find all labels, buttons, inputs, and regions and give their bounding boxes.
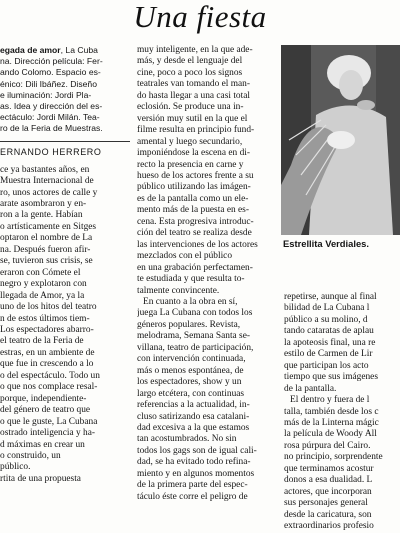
text-line: imponiéndose la escena en di- xyxy=(137,148,250,159)
text-line: estras, en un ambiente de xyxy=(0,347,95,358)
credits-block xyxy=(0,45,130,135)
text-line: más, y desde el lenguaje del xyxy=(137,56,243,67)
text-line: largo etcétera, con continuas xyxy=(137,388,245,399)
text-line: cena. Esta progresiva introduc- xyxy=(137,216,254,227)
credits-line: ando Colomo. Espacio es- xyxy=(0,67,101,78)
text-line: rosa púrpura del Cairo. xyxy=(284,440,371,451)
text-line: público utilizando las imágen- xyxy=(137,182,251,193)
text-line: tiempo que sus imágenes xyxy=(284,372,378,383)
credits-line: ro de la Feria de Muestras. xyxy=(0,123,103,134)
text-line: do hasta llegar a una casi total xyxy=(137,90,250,101)
text-line: que terminamos acostur xyxy=(284,463,374,474)
text-line: mento más de la puesta en es- xyxy=(137,205,249,216)
text-line: porque, independiente- xyxy=(0,393,87,404)
text-line: villana, teatro de participación, xyxy=(137,342,254,353)
text-line: Muestra Internacional de xyxy=(0,176,94,187)
text-line: cine, poco a poco los signos xyxy=(137,67,243,78)
text-line: público a su molino, d xyxy=(284,314,368,325)
text-line: melodrama, Semana Santa se- xyxy=(137,331,250,342)
text-line: amental y luego secundario, xyxy=(137,136,243,147)
text-line: El dentro y fuera de l xyxy=(290,395,370,406)
text-line: eraron con Cómete el xyxy=(0,267,81,278)
text-line: negro y explotaron con xyxy=(0,279,87,290)
column-3-text xyxy=(284,292,400,533)
text-line: hueso de los actores frente a su xyxy=(137,170,254,181)
credits-line: ectáculo: Jordi Milán. Tea- xyxy=(0,112,100,123)
text-line: ostrado inteligencia y ha- xyxy=(0,428,96,439)
text-line: recto la presencia en carne y xyxy=(137,159,244,170)
text-line: donos a esa dualidad. L xyxy=(284,475,373,486)
text-line: te estudiada y que resulta to- xyxy=(137,274,245,285)
text-line: rtita de una propuesta xyxy=(0,473,81,484)
text-line: géneros populares. Revista, xyxy=(137,319,241,330)
credits-line: na. Dirección película: Fer- xyxy=(0,56,103,67)
text-line: estilo de Carmen de Lir xyxy=(284,349,373,360)
text-line: que participan los acto xyxy=(284,360,369,371)
text-line: de la primera parte del espec- xyxy=(137,480,248,491)
text-line: se, tuvieron sus crisis, se xyxy=(0,256,93,267)
text-line: el teatro de la Feria de xyxy=(0,336,84,347)
article-column-2 xyxy=(137,45,274,503)
text-line: los espectadores, show y un xyxy=(137,377,242,388)
text-line: o artísticamente en Sitges xyxy=(0,221,97,232)
column-2-text xyxy=(137,45,274,503)
text-line: o construido, un xyxy=(0,450,61,461)
column-1-text xyxy=(0,165,130,486)
text-line: desde la caricatura, son xyxy=(284,509,372,520)
text-line: las intervenciones de los actores xyxy=(137,239,258,250)
text-line: En cuanto a la obra en sí, xyxy=(143,296,238,307)
text-line: ro, unos actores de calle y xyxy=(0,187,98,198)
text-line: público. xyxy=(0,462,31,473)
text-line: más o menos espontánea, de xyxy=(137,365,244,376)
text-line: más de la Linterna mágic xyxy=(284,417,379,428)
text-line: en una grabación perfectamen- xyxy=(137,262,253,273)
text-line: arate asombraron y en- xyxy=(0,198,87,209)
text-line: o que le guste, La Cubana xyxy=(0,416,98,427)
text-line: d máximas en crear un xyxy=(0,439,85,450)
text-line: que fue in crescendo a lo xyxy=(0,359,94,370)
text-line: o que nos complace resal- xyxy=(0,382,98,393)
text-line: talmente convincente. xyxy=(137,285,220,296)
text-line: mezclados con el público xyxy=(137,251,233,262)
text-line: tan acostumbrados. No sin xyxy=(137,434,237,445)
text-line: táculo éste corre el peligro de xyxy=(137,491,248,502)
text-line: llegada de Amor, ya la xyxy=(0,290,85,301)
text-line: miento y en algunos momentos xyxy=(137,468,255,479)
text-line: todos los gags son de igual cali- xyxy=(137,445,257,456)
article-column-1 xyxy=(0,45,130,485)
credits-line: e iluminación: Jordi Pla- xyxy=(0,89,92,100)
text-line: o del espectáculo. Todo un xyxy=(0,370,100,381)
text-line: de la pantalla. xyxy=(284,383,337,394)
headline: Una fiesta xyxy=(133,0,267,34)
photo-image xyxy=(281,45,400,235)
text-line: bilidad de La Cubana l xyxy=(284,303,370,314)
photo xyxy=(281,45,400,235)
text-line: repetirse, aunque al final xyxy=(284,292,377,302)
credits-line: egada de amor, La Cuba xyxy=(0,45,98,55)
text-line: cluso satirizando esa catalani- xyxy=(137,411,250,422)
text-line: ción del teatro se realiza desde xyxy=(137,228,252,239)
text-line: dad, se ha evitado todo refina- xyxy=(137,457,251,468)
text-line: actores, que incorporan xyxy=(284,486,372,497)
text-line: teatrales van tomando el man- xyxy=(137,79,250,90)
text-line: del género de teatro que xyxy=(0,405,91,416)
text-line: no principio, sorprendente xyxy=(284,452,383,463)
credits-line: as. Idea y dirección del es- xyxy=(0,101,103,112)
text-line: na. Después fueron afir- xyxy=(0,244,91,255)
text-line: ce ya bastantes años, en xyxy=(0,164,90,175)
text-line: la apoteosis final, una re xyxy=(284,337,376,348)
text-line: n de estos últimos tiem- xyxy=(0,313,90,324)
text-line: juega La Cubana con todos los xyxy=(137,308,253,319)
text-line: referencias a la actualidad, in- xyxy=(137,400,250,411)
text-line: eclosión. Se produce una in- xyxy=(137,102,244,113)
text-line: dad excesiva a la que estamos xyxy=(137,422,250,433)
text-line: muy inteligente, en la que ade- xyxy=(137,45,253,55)
text-line: la película de Woody All xyxy=(284,429,377,440)
article-column-3 xyxy=(284,292,400,533)
photo-caption: Estrellita Verdiales. xyxy=(283,238,369,249)
byline: ERNANDO HERRERO xyxy=(0,141,130,165)
text-line: talla, también desde los c xyxy=(284,406,379,417)
text-line: optaron el nombre de La xyxy=(0,233,93,244)
credits-line: énico: Dili Ibáñez. Diseño xyxy=(0,78,97,89)
text-line: con intervención continuada, xyxy=(137,354,246,365)
text-line: extraordinarios profesio xyxy=(284,521,374,532)
text-line: tando cataratas de aplau xyxy=(284,326,374,337)
text-line: Los espectadores abarro- xyxy=(0,324,94,335)
text-line: ron a la gente. Habían xyxy=(0,210,83,221)
text-line: sus personajes general xyxy=(284,498,368,509)
text-line: versión muy sutil en la que el xyxy=(137,113,248,124)
text-line: es de la pantalla como un ele- xyxy=(137,193,249,204)
text-line: filme resulta en principio fund- xyxy=(137,125,255,136)
text-line: uno de los hitos del teatro xyxy=(0,302,97,313)
